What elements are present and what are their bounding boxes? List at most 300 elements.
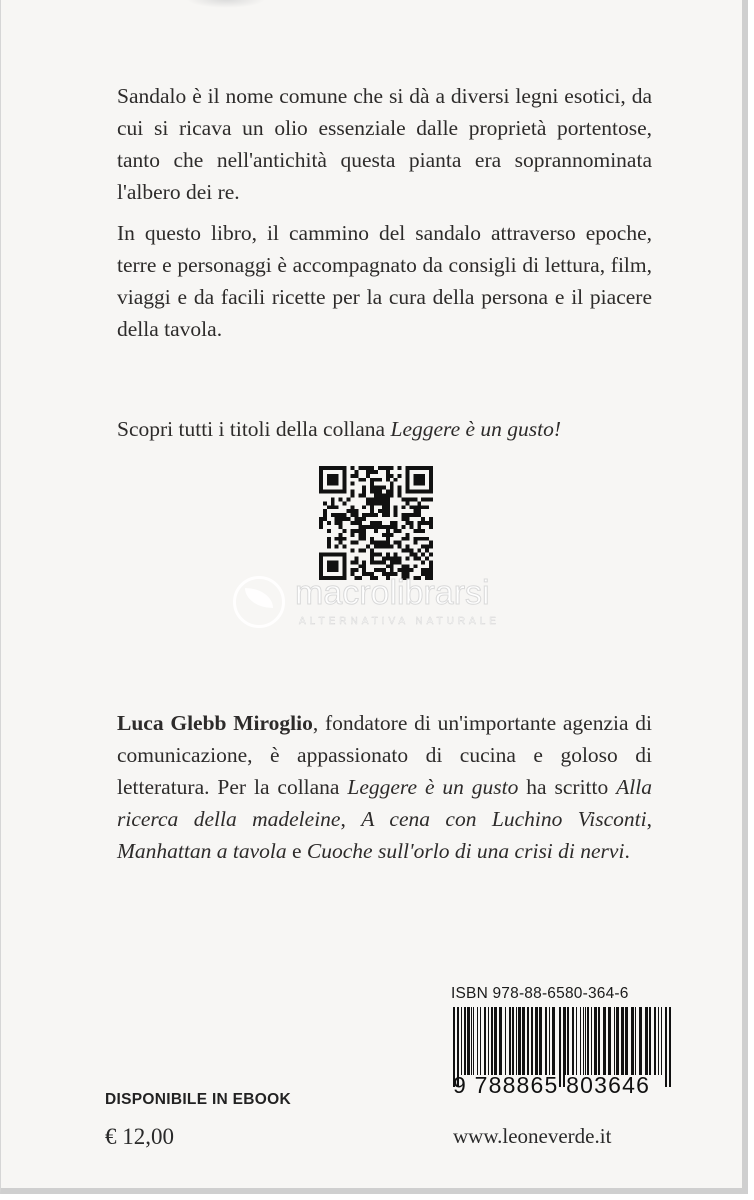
qr-module	[374, 470, 378, 474]
qr-module	[327, 482, 331, 486]
separator: ,	[340, 807, 362, 831]
qr-module	[398, 529, 402, 533]
price: € 12,00	[105, 1124, 174, 1149]
barcode-bar	[603, 1007, 606, 1075]
qr-module	[378, 466, 382, 470]
qr-module	[409, 466, 413, 470]
qr-module	[413, 537, 417, 541]
qr-module	[409, 513, 413, 517]
barcode-bar	[545, 1007, 547, 1075]
qr-module	[319, 560, 323, 564]
qr-module	[354, 541, 358, 545]
qr-module	[362, 478, 366, 482]
qr-module	[374, 521, 378, 525]
qr-module	[382, 497, 386, 501]
qr-module	[405, 486, 409, 490]
qr-module	[386, 501, 390, 505]
qr-module	[402, 497, 406, 501]
qr-module	[335, 513, 339, 517]
qr-module	[409, 497, 413, 501]
barcode-bar	[527, 1007, 529, 1075]
qr-module	[370, 501, 374, 505]
qr-module	[343, 486, 347, 490]
qr-module	[339, 537, 343, 541]
qr-module	[394, 556, 398, 560]
separator: e	[286, 839, 307, 863]
qr-module	[331, 478, 335, 482]
qr-module	[421, 490, 425, 494]
qr-module	[386, 529, 390, 533]
qr-module	[323, 517, 327, 521]
qr-module	[339, 513, 343, 517]
qr-module	[402, 505, 406, 509]
qr-module	[394, 505, 398, 509]
qr-module	[350, 513, 354, 517]
qr-module	[331, 474, 335, 478]
qr-module	[405, 490, 409, 494]
qr-module	[350, 490, 354, 494]
qr-module	[382, 556, 386, 560]
qr-module	[390, 482, 394, 486]
qr-module	[319, 556, 323, 560]
qr-module	[339, 497, 343, 501]
barcode-bar	[473, 1007, 474, 1075]
qr-module	[378, 525, 382, 529]
qr-module	[429, 497, 433, 501]
qr-module	[386, 513, 390, 517]
barcode-bar	[509, 1007, 511, 1075]
qr-module	[382, 541, 386, 545]
barcode-bar	[567, 1007, 569, 1075]
qr-module	[386, 494, 390, 498]
qr-module	[378, 552, 382, 556]
barcode-bar	[512, 1007, 514, 1075]
qr-module	[374, 560, 378, 564]
qr-module	[429, 517, 433, 521]
barcode-bar	[585, 1007, 586, 1075]
qr-module	[382, 513, 386, 517]
qr-module	[362, 537, 366, 541]
qr-module	[335, 552, 339, 556]
qr-module	[390, 490, 394, 494]
qr-module	[323, 490, 327, 494]
qr-module	[327, 490, 331, 494]
qr-module	[394, 478, 398, 482]
qr-module	[405, 564, 409, 568]
qr-module	[405, 556, 409, 560]
qr-module	[425, 505, 429, 509]
barcode-bar	[576, 1007, 577, 1075]
qr-module	[382, 525, 386, 529]
qr-module	[382, 509, 386, 513]
barcode-bar	[535, 1007, 538, 1075]
qr-module	[409, 521, 413, 525]
qr-module	[327, 537, 331, 541]
barcode-bar	[598, 1007, 600, 1075]
qr-module	[366, 501, 370, 505]
qr-module	[417, 509, 421, 513]
qr-module	[319, 478, 323, 482]
qr-module	[343, 478, 347, 482]
qr-module	[425, 537, 429, 541]
qr-module	[362, 517, 366, 521]
qr-module	[386, 478, 390, 482]
qr-module	[362, 529, 366, 533]
qr-module	[386, 545, 390, 549]
qr-module	[366, 470, 370, 474]
barcode-bar	[494, 1007, 497, 1075]
qr-module	[335, 490, 339, 494]
series-line	[117, 413, 677, 445]
barcode-bar	[505, 1007, 506, 1075]
qr-module	[370, 552, 374, 556]
barcode-bar	[625, 1007, 628, 1075]
qr-module	[358, 537, 362, 541]
qr-module	[402, 568, 406, 572]
qr-module	[429, 521, 433, 525]
qr-module	[425, 497, 429, 501]
qr-module	[429, 478, 433, 482]
qr-module	[331, 482, 335, 486]
qr-module	[370, 541, 374, 545]
qr-module	[343, 529, 347, 533]
qr-module	[327, 552, 331, 556]
author-bio-text: , fondatore di un'importante agenzia di comunicazione, è appassionato di cucina e goloso di letteratura. Per la collana	[117, 711, 652, 799]
qr-module	[425, 556, 429, 560]
qr-module	[394, 560, 398, 564]
qr-module	[417, 556, 421, 560]
qr-module	[413, 513, 417, 517]
qr-module	[429, 564, 433, 568]
qr-module	[405, 470, 409, 474]
barcode-bar	[499, 1007, 502, 1075]
qr-module	[362, 568, 366, 572]
barcode-bar	[531, 1007, 533, 1075]
qr-module	[358, 494, 362, 498]
barcode-bar	[549, 1007, 550, 1075]
qr-module	[331, 552, 335, 556]
barcode-bar	[467, 1007, 470, 1075]
qr-module	[378, 490, 382, 494]
qr-module	[339, 541, 343, 545]
qr-module	[319, 474, 323, 478]
qr-module	[378, 521, 382, 525]
qr-module	[417, 501, 421, 505]
barcode-bar	[565, 1007, 566, 1075]
qr-module	[358, 533, 362, 537]
qr-module	[343, 513, 347, 517]
qr-module	[378, 541, 382, 545]
qr-module	[350, 505, 354, 509]
barcode-bar	[491, 1007, 493, 1075]
qr-module	[405, 568, 409, 572]
qr-module	[398, 466, 402, 470]
qr-module	[417, 478, 421, 482]
qr-module	[374, 513, 378, 517]
qr-module	[374, 568, 378, 572]
qr-module	[327, 466, 331, 470]
qr-module	[331, 497, 335, 501]
qr-module	[413, 509, 417, 513]
barcode-bar	[583, 1007, 584, 1075]
qr-module	[398, 490, 402, 494]
book-title-1: Alla ricerca della madeleine	[117, 775, 652, 831]
qr-module	[429, 541, 433, 545]
qr-module	[370, 470, 374, 474]
qr-module	[390, 533, 394, 537]
qr-module	[378, 509, 382, 513]
qr-module	[362, 486, 366, 490]
qr-module	[417, 490, 421, 494]
qr-module	[323, 513, 327, 517]
qr-module	[327, 568, 331, 572]
qr-module	[429, 552, 433, 556]
qr-module	[358, 525, 362, 529]
qr-module	[390, 486, 394, 490]
qr-module	[343, 517, 347, 521]
qr-module	[331, 564, 335, 568]
qr-module	[409, 552, 413, 556]
qr-module	[390, 525, 394, 529]
qr-module	[323, 501, 327, 505]
barcode-bar	[621, 1007, 624, 1075]
qr-module	[386, 552, 390, 556]
qr-module	[362, 494, 366, 498]
qr-module	[370, 482, 374, 486]
qr-module	[350, 466, 354, 470]
qr-module	[366, 513, 370, 517]
watermark	[233, 574, 533, 634]
qr-module	[386, 474, 390, 478]
qr-module	[405, 501, 409, 505]
qr-module	[350, 482, 354, 486]
qr-module	[417, 513, 421, 517]
isbn-label: ISBN 978-88-6580-364-6	[451, 985, 629, 1002]
qr-module	[394, 509, 398, 513]
qr-module	[370, 466, 374, 470]
qr-module	[390, 521, 394, 525]
qr-module	[390, 556, 394, 560]
qr-module	[378, 478, 382, 482]
qr-module	[319, 568, 323, 572]
watermark-name: macrolibrarsi	[295, 574, 490, 612]
qr-module	[366, 466, 370, 470]
qr-module	[343, 564, 347, 568]
qr-module	[398, 474, 402, 478]
qr-module	[323, 509, 327, 513]
qr-module	[409, 505, 413, 509]
qr-module	[425, 545, 429, 549]
qr-module	[362, 490, 366, 494]
qr-module	[354, 521, 358, 525]
qr-module	[335, 482, 339, 486]
qr-module	[350, 533, 354, 537]
qr-module	[327, 474, 331, 478]
qr-module	[339, 490, 343, 494]
qr-module	[378, 497, 382, 501]
qr-module	[405, 537, 409, 541]
qr-module	[374, 494, 378, 498]
page-shadow	[186, 0, 266, 8]
qr-module	[398, 541, 402, 545]
book-title-3: Manhattan a tavola	[117, 839, 287, 863]
qr-module	[370, 521, 374, 525]
series-line-prefix: Scopri tutti i titoli della collana	[117, 417, 391, 441]
qr-module	[327, 478, 331, 482]
qr-module	[378, 560, 382, 564]
qr-module	[413, 474, 417, 478]
qr-module	[374, 478, 378, 482]
qr-module	[417, 521, 421, 525]
qr-module	[370, 556, 374, 560]
barcode-bar	[616, 1007, 619, 1075]
qr-module	[394, 513, 398, 517]
qr-module	[394, 525, 398, 529]
qr-module	[370, 478, 374, 482]
qr-module	[421, 545, 425, 549]
qr-module	[402, 517, 406, 521]
barcode-bar	[658, 1007, 659, 1075]
qr-module	[405, 521, 409, 525]
qr-module	[331, 513, 335, 517]
qr-module	[394, 552, 398, 556]
qr-module	[370, 486, 374, 490]
qr-module	[327, 560, 331, 564]
qr-module	[319, 552, 323, 556]
qr-module	[347, 497, 351, 501]
qr-module	[386, 556, 390, 560]
qr-module	[417, 482, 421, 486]
qr-module	[343, 482, 347, 486]
qr-module	[343, 556, 347, 560]
qr-module	[374, 501, 378, 505]
barcode-bar	[635, 1007, 636, 1075]
separator: ,	[646, 807, 653, 831]
barcode-bar	[516, 1007, 517, 1075]
qr-module	[354, 529, 358, 533]
qr-module	[335, 560, 339, 564]
qr-module	[394, 521, 398, 525]
qr-module	[386, 466, 390, 470]
qr-module	[370, 505, 374, 509]
qr-module	[421, 497, 425, 501]
qr-module	[319, 521, 323, 525]
qr-module	[335, 478, 339, 482]
qr-module	[405, 545, 409, 549]
qr-module	[398, 556, 402, 560]
qr-code[interactable]	[319, 466, 433, 580]
qr-module	[327, 541, 331, 545]
qr-module	[319, 525, 323, 529]
qr-module	[354, 509, 358, 513]
qr-module	[429, 470, 433, 474]
qr-module	[417, 466, 421, 470]
qr-module	[331, 490, 335, 494]
qr-module	[386, 541, 390, 545]
qr-module	[354, 470, 358, 474]
qr-module	[347, 509, 351, 513]
qr-module	[413, 541, 417, 545]
qr-module	[358, 529, 362, 533]
qr-module	[429, 466, 433, 470]
barcode-bar	[471, 1007, 472, 1075]
publisher-website[interactable]: www.leoneverde.it	[453, 1124, 612, 1148]
qr-module	[347, 517, 351, 521]
book-title-2: A cena con Luchino Visconti	[361, 807, 647, 831]
qr-module	[429, 568, 433, 572]
qr-module	[386, 490, 390, 494]
qr-module	[335, 474, 339, 478]
qr-module	[354, 556, 358, 560]
barcode-bar	[665, 1007, 667, 1087]
qr-module	[429, 474, 433, 478]
qr-module	[366, 525, 370, 529]
qr-module	[370, 549, 374, 553]
barcode-bar	[480, 1007, 481, 1075]
qr-module	[370, 513, 374, 517]
qr-module	[370, 509, 374, 513]
qr-module	[417, 529, 421, 533]
qr-module	[382, 494, 386, 498]
qr-module	[362, 466, 366, 470]
qr-module	[374, 497, 378, 501]
barcode-bar	[587, 1007, 589, 1075]
qr-module	[370, 560, 374, 564]
qr-module	[382, 545, 386, 549]
qr-module	[343, 537, 347, 541]
qr-module	[409, 549, 413, 553]
qr-module	[358, 521, 362, 525]
qr-module	[335, 517, 339, 521]
qr-module	[417, 505, 421, 509]
qr-module	[343, 552, 347, 556]
barcode-bar	[608, 1007, 611, 1075]
qr-module	[343, 568, 347, 572]
qr-module	[405, 517, 409, 521]
author-bio-series: Leggere è un gusto	[347, 775, 519, 799]
qr-module	[374, 541, 378, 545]
qr-module	[331, 466, 335, 470]
qr-module	[386, 509, 390, 513]
qr-module	[350, 509, 354, 513]
qr-module	[362, 560, 366, 564]
qr-module	[362, 533, 366, 537]
qr-module	[402, 537, 406, 541]
qr-module	[343, 466, 347, 470]
qr-module	[398, 568, 402, 572]
qr-module	[405, 533, 409, 537]
qr-module	[374, 545, 378, 549]
barcode-bar	[539, 1007, 542, 1075]
qr-module	[421, 552, 425, 556]
qr-module	[354, 474, 358, 478]
qr-module	[394, 541, 398, 545]
isbn-barcode	[451, 985, 673, 1115]
qr-module	[386, 525, 390, 529]
qr-module	[378, 545, 382, 549]
qr-module	[350, 560, 354, 564]
qr-module	[327, 564, 331, 568]
qr-module	[378, 494, 382, 498]
qr-module	[354, 568, 358, 572]
author-name: Luca Glebb Miroglio	[117, 711, 313, 735]
qr-module	[413, 505, 417, 509]
qr-module	[327, 529, 331, 533]
barcode-bar	[552, 1007, 555, 1075]
barcode-bar	[654, 1007, 656, 1075]
qr-module	[413, 529, 417, 533]
qr-module	[421, 517, 425, 521]
